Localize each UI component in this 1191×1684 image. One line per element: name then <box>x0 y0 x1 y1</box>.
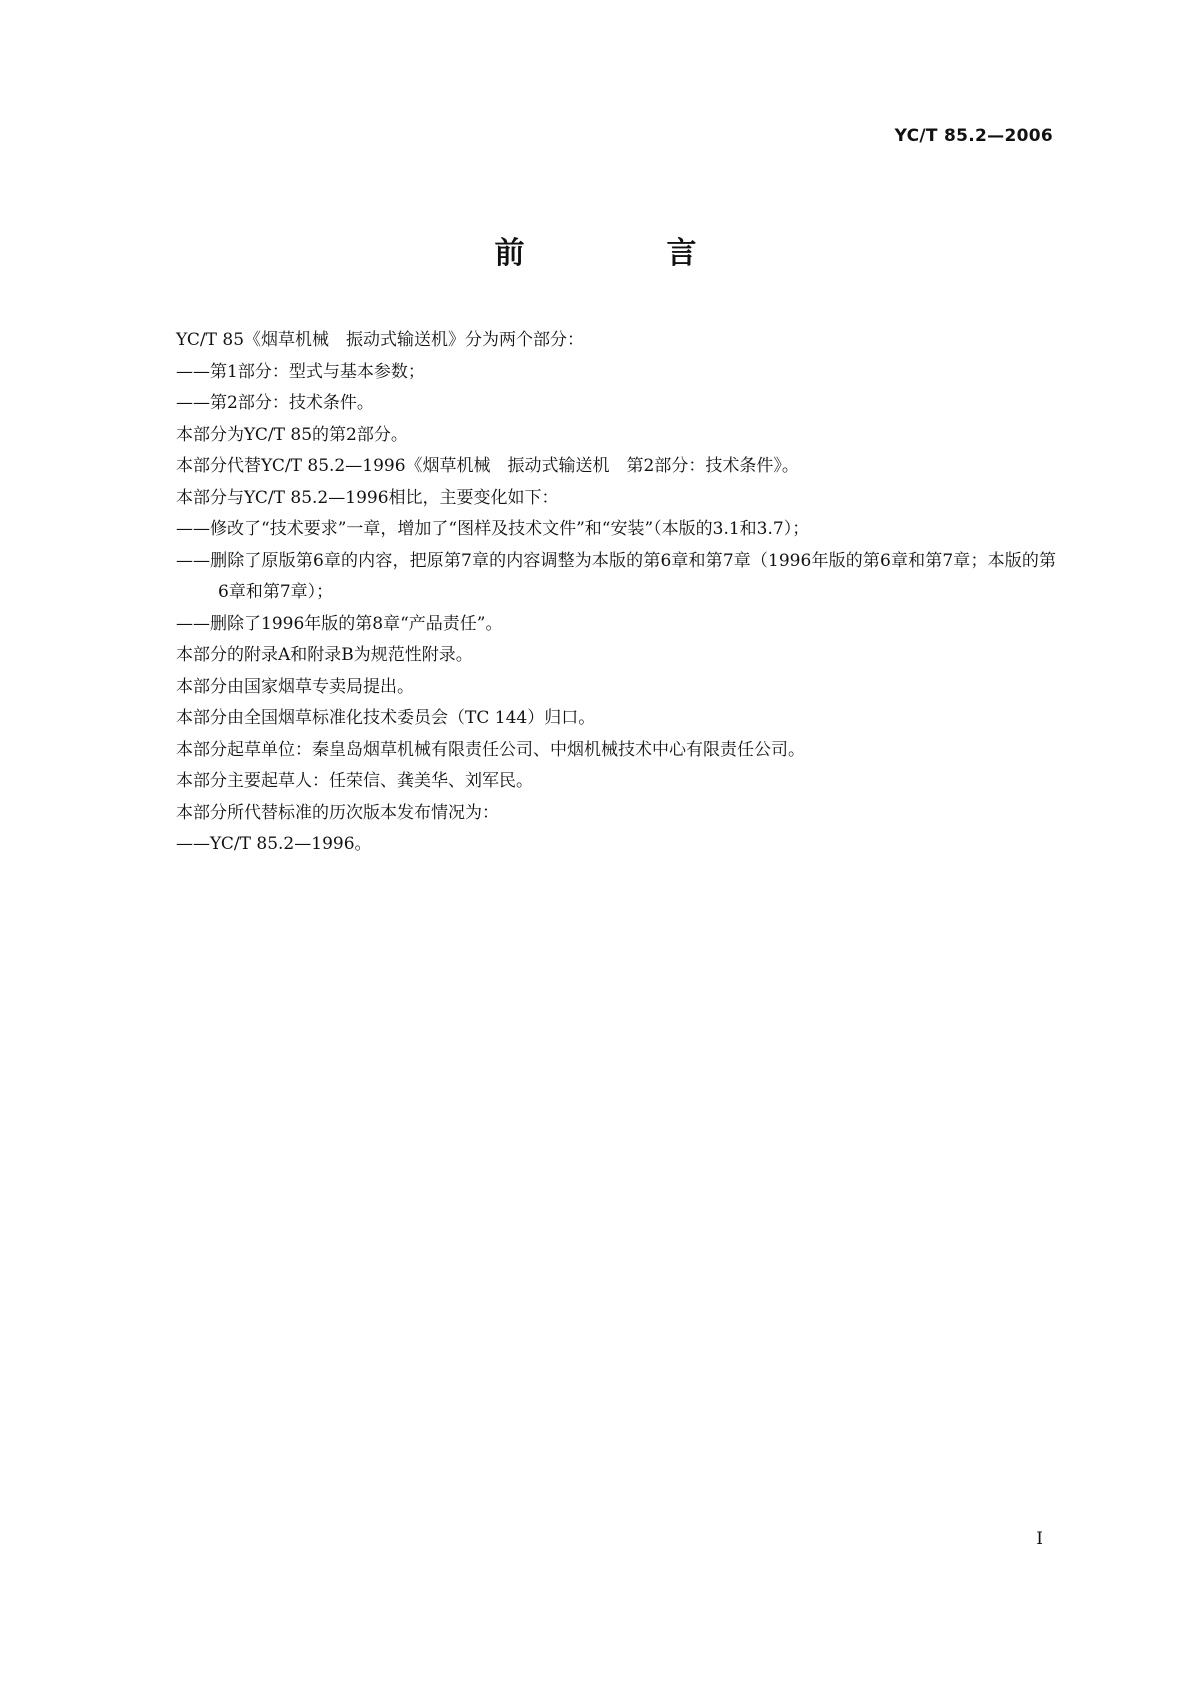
paragraph-replaces: 本部分代替YC/T 85.2—1996《烟草机械 振动式输送机 第2部分：技术条件》。 <box>176 456 799 476</box>
paragraph-intro: YC/T 85《烟草机械 振动式输送机》分为两个部分： <box>176 330 585 350</box>
paragraph-proposed-by: 本部分由国家烟草专卖局提出。 <box>176 676 414 697</box>
page-title: 前 言 <box>494 236 753 271</box>
list-item-change-3: ——删除了1996年版的第8章“产品责任”。 <box>176 613 503 634</box>
list-item-change-1: ——修改了“技术要求”一章，增加了“图样及技术文件”和“安装”（本版的3.1和3.7）； <box>176 519 810 539</box>
paragraph-this-part: 本部分为YC/T 85的第2部分。 <box>176 424 408 445</box>
paragraph-annexes: 本部分的附录A和附录B为规范性附录。 <box>176 645 473 665</box>
paragraph-history-intro: 本部分所代替标准的历次版本发布情况为： <box>176 802 499 823</box>
paragraph-drafters: 本部分主要起草人：任荣信、龚美华、刘军民。 <box>176 771 533 791</box>
paragraph-centralized-by: 本部分由全国烟草标准化技术委员会（TC 144）归口。 <box>176 708 596 728</box>
paragraph-drafting-units: 本部分起草单位：秦皇岛烟草机械有限责任公司、中烟机械技术中心有限责任公司。 <box>176 739 805 760</box>
list-item-part-2: ——第2部分：技术条件。 <box>176 393 374 413</box>
list-item-change-2: ——删除了原版第6章的内容，把原第7章的内容调整为本版的第6章和第7章（1996年版的第6章和第7章；本版的第6章和第7章）； <box>176 550 1056 602</box>
list-item-history: ——YC/T 85.2—1996。 <box>176 834 372 854</box>
foreword-body <box>176 325 1056 861</box>
list-item-part-1: ——第1部分：型式与基本参数； <box>176 361 425 382</box>
paragraph-changes-intro: 本部分与YC/T 85.2—1996相比，主要变化如下： <box>176 487 559 508</box>
standard-code: YC/T 85.2—2006 <box>894 126 1053 146</box>
page-number: I <box>1036 1529 1043 1549</box>
